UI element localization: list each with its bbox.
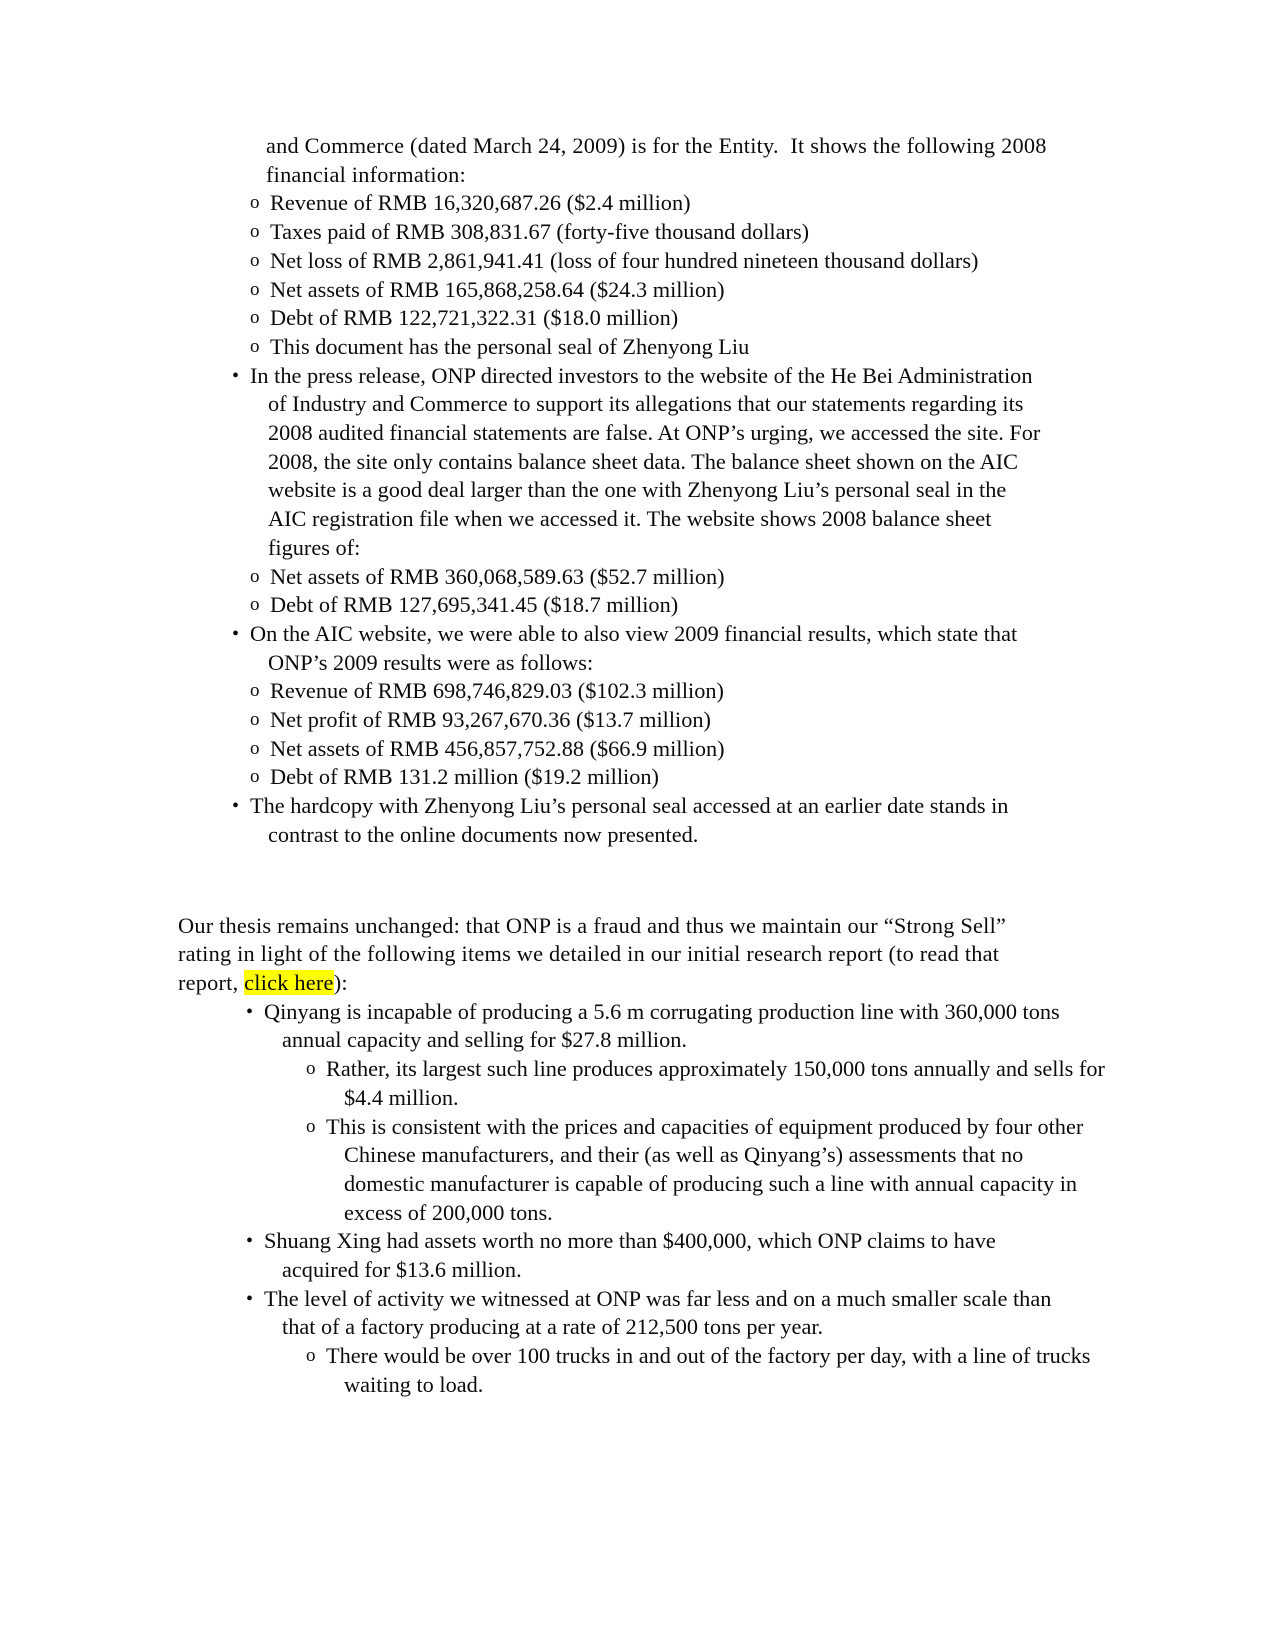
sub-bullet-icon: o bbox=[250, 565, 260, 587]
list-item bbox=[250, 333, 1050, 362]
list-item bbox=[306, 1342, 1106, 1399]
sub-bullet-icon: o bbox=[306, 1115, 316, 1137]
list-item bbox=[232, 620, 1048, 677]
list-item-text: Net assets of RMB 165,868,258.64 ($24.3 million) bbox=[270, 276, 725, 302]
list-item-text: Taxes paid of RMB 308,831.67 (forty-five thousand dollars) bbox=[270, 219, 810, 245]
list-item bbox=[306, 1055, 1106, 1112]
document-body bbox=[178, 132, 1105, 1400]
initial-report-item-1 bbox=[178, 998, 1060, 1055]
list-item-text: Debt of RMB 131.2 million ($19.2 million) bbox=[270, 764, 659, 790]
sub-bullet-icon: o bbox=[250, 766, 260, 788]
list-item bbox=[250, 304, 1050, 333]
list-item bbox=[250, 591, 1050, 620]
click-here-link[interactable]: click here bbox=[244, 969, 334, 995]
sub-bullet-icon: o bbox=[250, 192, 260, 214]
sub-bullet-icon: o bbox=[250, 221, 260, 243]
list-item-text: Debt of RMB 127,695,341.45 ($18.7 million) bbox=[270, 592, 679, 618]
list-item-text: Net profit of RMB 93,267,670.36 ($13.7 million) bbox=[270, 707, 711, 733]
initial-report-item-2 bbox=[178, 1227, 1048, 1284]
bullet-icon: • bbox=[246, 1287, 254, 1310]
list-item-text: The level of activity we witnessed at ONP was far less and on a much smaller scale than that of a factory producing at a rate of 212,500 tons per year. bbox=[264, 1285, 1052, 1340]
list-item-text: Debt of RMB 122,721,322.31 ($18.0 million) bbox=[270, 305, 679, 331]
list-item-text: Net assets of RMB 360,068,589.63 ($52.7 million) bbox=[270, 563, 725, 589]
list-item bbox=[246, 1227, 1062, 1284]
aic-results-2009-list bbox=[178, 677, 1048, 792]
list-item-text: In the press release, ONP directed investors to the website of the He Bei Administration of Industry and Commerce to support its allegations that our statements regarding its 2008 audited financial statements are false. At ONP’s urging, we accessed the site. For 2008, the site only contains balance sheet data. The balance sheet shown on the AIC website is a good deal larger than the one with Zhenyong Liu’s personal seal in the AIC registration file when we accessed it. The website shows 2008 balance sheet figures of: bbox=[250, 362, 1041, 560]
list-item bbox=[232, 792, 1048, 849]
list-item-text: Rather, its largest such line produces approximately 150,000 tons annually and sells for $4.4 million. bbox=[326, 1056, 1105, 1110]
list-item bbox=[250, 706, 1050, 735]
sub-bullet-icon: o bbox=[306, 1058, 316, 1080]
sub-bullet-icon: o bbox=[306, 1345, 316, 1367]
thesis-paragraph bbox=[178, 912, 1048, 998]
initial-report-item-3-subitems bbox=[178, 1342, 1091, 1399]
list-item-text: This document has the personal seal of Zhenyong Liu bbox=[270, 333, 750, 359]
list-item bbox=[250, 563, 1050, 592]
list-item bbox=[232, 362, 1048, 563]
list-item bbox=[250, 763, 1050, 792]
paragraph-spacer bbox=[178, 850, 1048, 882]
list-item bbox=[250, 677, 1050, 706]
initial-report-item-1-subitems bbox=[178, 1055, 1105, 1227]
continued-paragraph: and Commerce (dated March 24, 2009) is for the Entity. It shows the following 2008 financial information: bbox=[266, 133, 1053, 187]
list-item bbox=[246, 998, 1062, 1055]
sub-bullet-icon: o bbox=[250, 335, 260, 357]
list-item bbox=[250, 189, 1050, 218]
list-item-text: Qinyang is incapable of producing a 5.6 m corrugating production line with 360,000 tons annual capacity and selling for $27.8 million. bbox=[264, 998, 1060, 1053]
sub-bullet-icon: o bbox=[250, 680, 260, 702]
list-item-text: Revenue of RMB 16,320,687.26 ($2.4 million) bbox=[270, 190, 691, 216]
list-item-text: There would be over 100 trucks in and out of the factory per day, with a line of trucks waiting to load. bbox=[326, 1343, 1091, 1397]
list-item bbox=[250, 735, 1050, 764]
bullet-icon: • bbox=[246, 1230, 254, 1253]
list-item bbox=[250, 276, 1050, 305]
bullet-icon: • bbox=[232, 364, 240, 387]
list-item bbox=[246, 1285, 1062, 1342]
hardcopy-bullet-list bbox=[178, 792, 1048, 849]
press-release-bullet-list bbox=[178, 362, 1048, 563]
aic-balance-sheet-2008-list bbox=[178, 563, 1048, 620]
sub-bullet-icon: o bbox=[250, 737, 260, 759]
list-item-text: This is consistent with the prices and capacities of equipment produced by four other Chinese manufacturers, and their (as well as Qinyang’s) assessments that no domestic manufacturer is capable of producing such a line with annual capacity in excess of 200,000 tons. bbox=[326, 1113, 1084, 1225]
list-item-text: On the AIC website, we were able to also view 2009 financial results, which state that ONP’s 2009 results were as follows: bbox=[250, 620, 1018, 675]
bullet-icon: • bbox=[232, 795, 240, 818]
thesis-text-after-link: ): bbox=[333, 969, 348, 995]
list-item-text: The hardcopy with Zhenyong Liu’s personal seal accessed at an earlier date stands in contrast to the online documents now presented. bbox=[250, 793, 1009, 847]
list-item bbox=[306, 1113, 1106, 1228]
aic-2009-bullet-list bbox=[178, 620, 1048, 677]
sub-bullet-icon: o bbox=[250, 709, 260, 731]
sub-bullet-icon: o bbox=[250, 307, 260, 329]
sub-bullet-icon: o bbox=[250, 594, 260, 616]
list-item bbox=[250, 218, 1050, 247]
list-item-text: Revenue of RMB 698,746,829.03 ($102.3 million) bbox=[270, 678, 724, 704]
sub-bullet-icon: o bbox=[250, 249, 260, 271]
sub-bullet-icon: o bbox=[250, 278, 260, 300]
bullet-icon: • bbox=[246, 1000, 254, 1023]
list-item-text: Shuang Xing had assets worth no more than $400,000, which ONP claims to have acquired for $13.6 million. bbox=[264, 1228, 996, 1283]
bullet-icon: • bbox=[232, 622, 240, 645]
thesis-text-before-link: Our thesis remains unchanged: that ONP is a fraud and thus we maintain our “Strong Sell” rating in light of the following items we detailed in our initial research report (to read that report, bbox=[178, 912, 1012, 995]
entity-financials-2008-list bbox=[178, 189, 1048, 361]
list-item-text: Net loss of RMB 2,861,941.41 (loss of four hundred nineteen thousand dollars) bbox=[270, 247, 979, 273]
list-item bbox=[250, 247, 1050, 276]
list-item-text: Net assets of RMB 456,857,752.88 ($66.9 million) bbox=[270, 735, 725, 761]
initial-report-item-3 bbox=[178, 1285, 1052, 1342]
